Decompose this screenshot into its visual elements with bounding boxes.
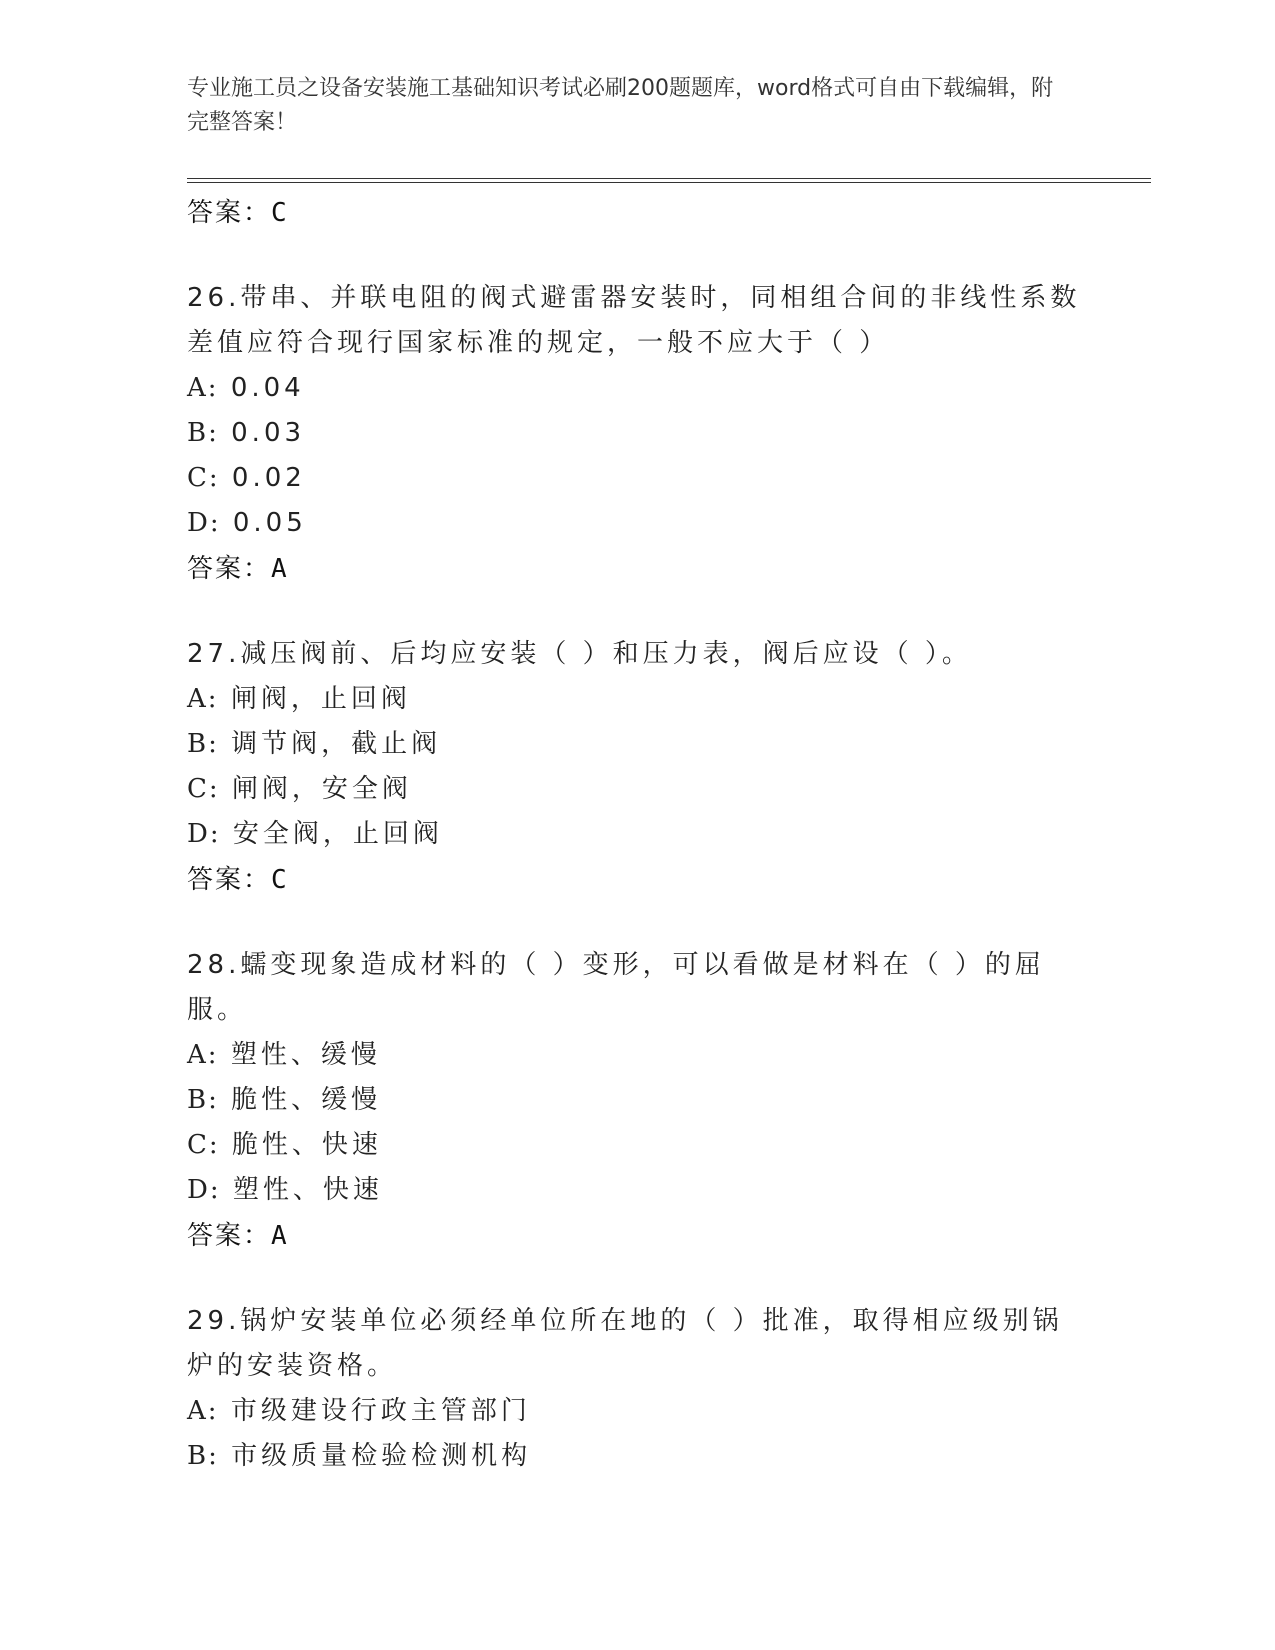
question-27: [187, 632, 1087, 903]
option-c: [187, 767, 1087, 812]
option-letter: A:: [187, 684, 219, 714]
question-list: [187, 190, 1087, 1479]
option-b: [187, 722, 1087, 767]
option-text: 0.05: [232, 508, 307, 538]
option-letter: B:: [187, 1441, 219, 1471]
question-26: [187, 276, 1087, 592]
option-letter: A:: [187, 373, 219, 403]
option-b: [187, 1078, 1087, 1123]
question-text: 27.减压阀前、后均应安装（ ）和压力表，阀后应设（ ）。: [187, 639, 972, 669]
option-letter: D:: [187, 1175, 221, 1205]
question-28: [187, 943, 1087, 1259]
option-letter: C:: [187, 463, 220, 493]
answer-label: 答案：: [187, 554, 272, 584]
option-text: 0.04: [230, 373, 305, 403]
question-text: 28.蠕变现象造成材料的（ ）变形，可以看做是材料在（ ）的屈服。: [187, 950, 1045, 1025]
option-c: [187, 456, 1087, 501]
answer-label: 答案：: [187, 1221, 272, 1251]
option-text: 闸阀，安全阀: [231, 774, 412, 804]
option-letter: C:: [187, 1130, 220, 1160]
question-text: 29.锅炉安装单位必须经单位所在地的（ ）批准，取得相应级别锅炉的安装资格。: [187, 1306, 1063, 1381]
document-header: [187, 72, 1067, 140]
option-d: [187, 812, 1087, 857]
option-a: [187, 677, 1087, 722]
option-a: [187, 1033, 1087, 1078]
answer-value: C: [271, 865, 289, 895]
option-text: 塑性、快速: [232, 1175, 383, 1205]
option-letter: A:: [187, 1040, 219, 1070]
option-text: 0.03: [231, 418, 306, 448]
option-text: 市级建设行政主管部门: [230, 1396, 531, 1426]
header-title: 专业施工员之设备安装施工基础知识考试必刷200题题库，word格式可自由下载编辑，附完整答案！: [187, 76, 1054, 135]
answer-line: [187, 190, 1087, 236]
answer-line: [187, 1213, 1087, 1259]
answer-label: 答案：: [187, 198, 272, 228]
answer-line: [187, 857, 1087, 903]
option-b: [187, 411, 1087, 456]
option-letter: B:: [187, 1085, 219, 1115]
header-divider-bottom: [187, 182, 1151, 183]
option-c: [187, 1123, 1087, 1168]
option-a: [187, 366, 1087, 411]
option-letter: D:: [187, 819, 221, 849]
answer-label: 答案：: [187, 865, 272, 895]
answer-value: A: [271, 554, 289, 584]
answer-line: [187, 546, 1087, 592]
option-text: 安全阀，止回阀: [232, 819, 443, 849]
option-letter: D:: [187, 508, 221, 538]
option-text: 塑性、缓慢: [230, 1040, 381, 1070]
answer-value: C: [271, 198, 289, 228]
option-text: 脆性、快速: [231, 1130, 382, 1160]
option-d: [187, 1168, 1087, 1213]
option-letter: A:: [187, 1396, 219, 1426]
option-text: 0.02: [231, 463, 306, 493]
option-letter: B:: [187, 418, 219, 448]
option-text: 脆性、缓慢: [231, 1085, 382, 1115]
option-b: [187, 1434, 1087, 1479]
answer-value: A: [271, 1221, 289, 1251]
option-d: [187, 501, 1087, 546]
question-29: [187, 1299, 1087, 1479]
option-letter: B:: [187, 729, 219, 759]
option-text: 市级质量检验检测机构: [231, 1441, 532, 1471]
question-text: 26.带串、并联电阻的阀式避雷器安装时，同相组合间的非线性系数差值应符合现行国家标准的规定，一般不应大于（ ）: [187, 283, 1081, 358]
option-letter: C:: [187, 774, 220, 804]
option-text: 调节阀，截止阀: [231, 729, 442, 759]
header-divider-top: [187, 178, 1151, 179]
option-a: [187, 1389, 1087, 1434]
option-text: 闸阀，止回阀: [230, 684, 411, 714]
